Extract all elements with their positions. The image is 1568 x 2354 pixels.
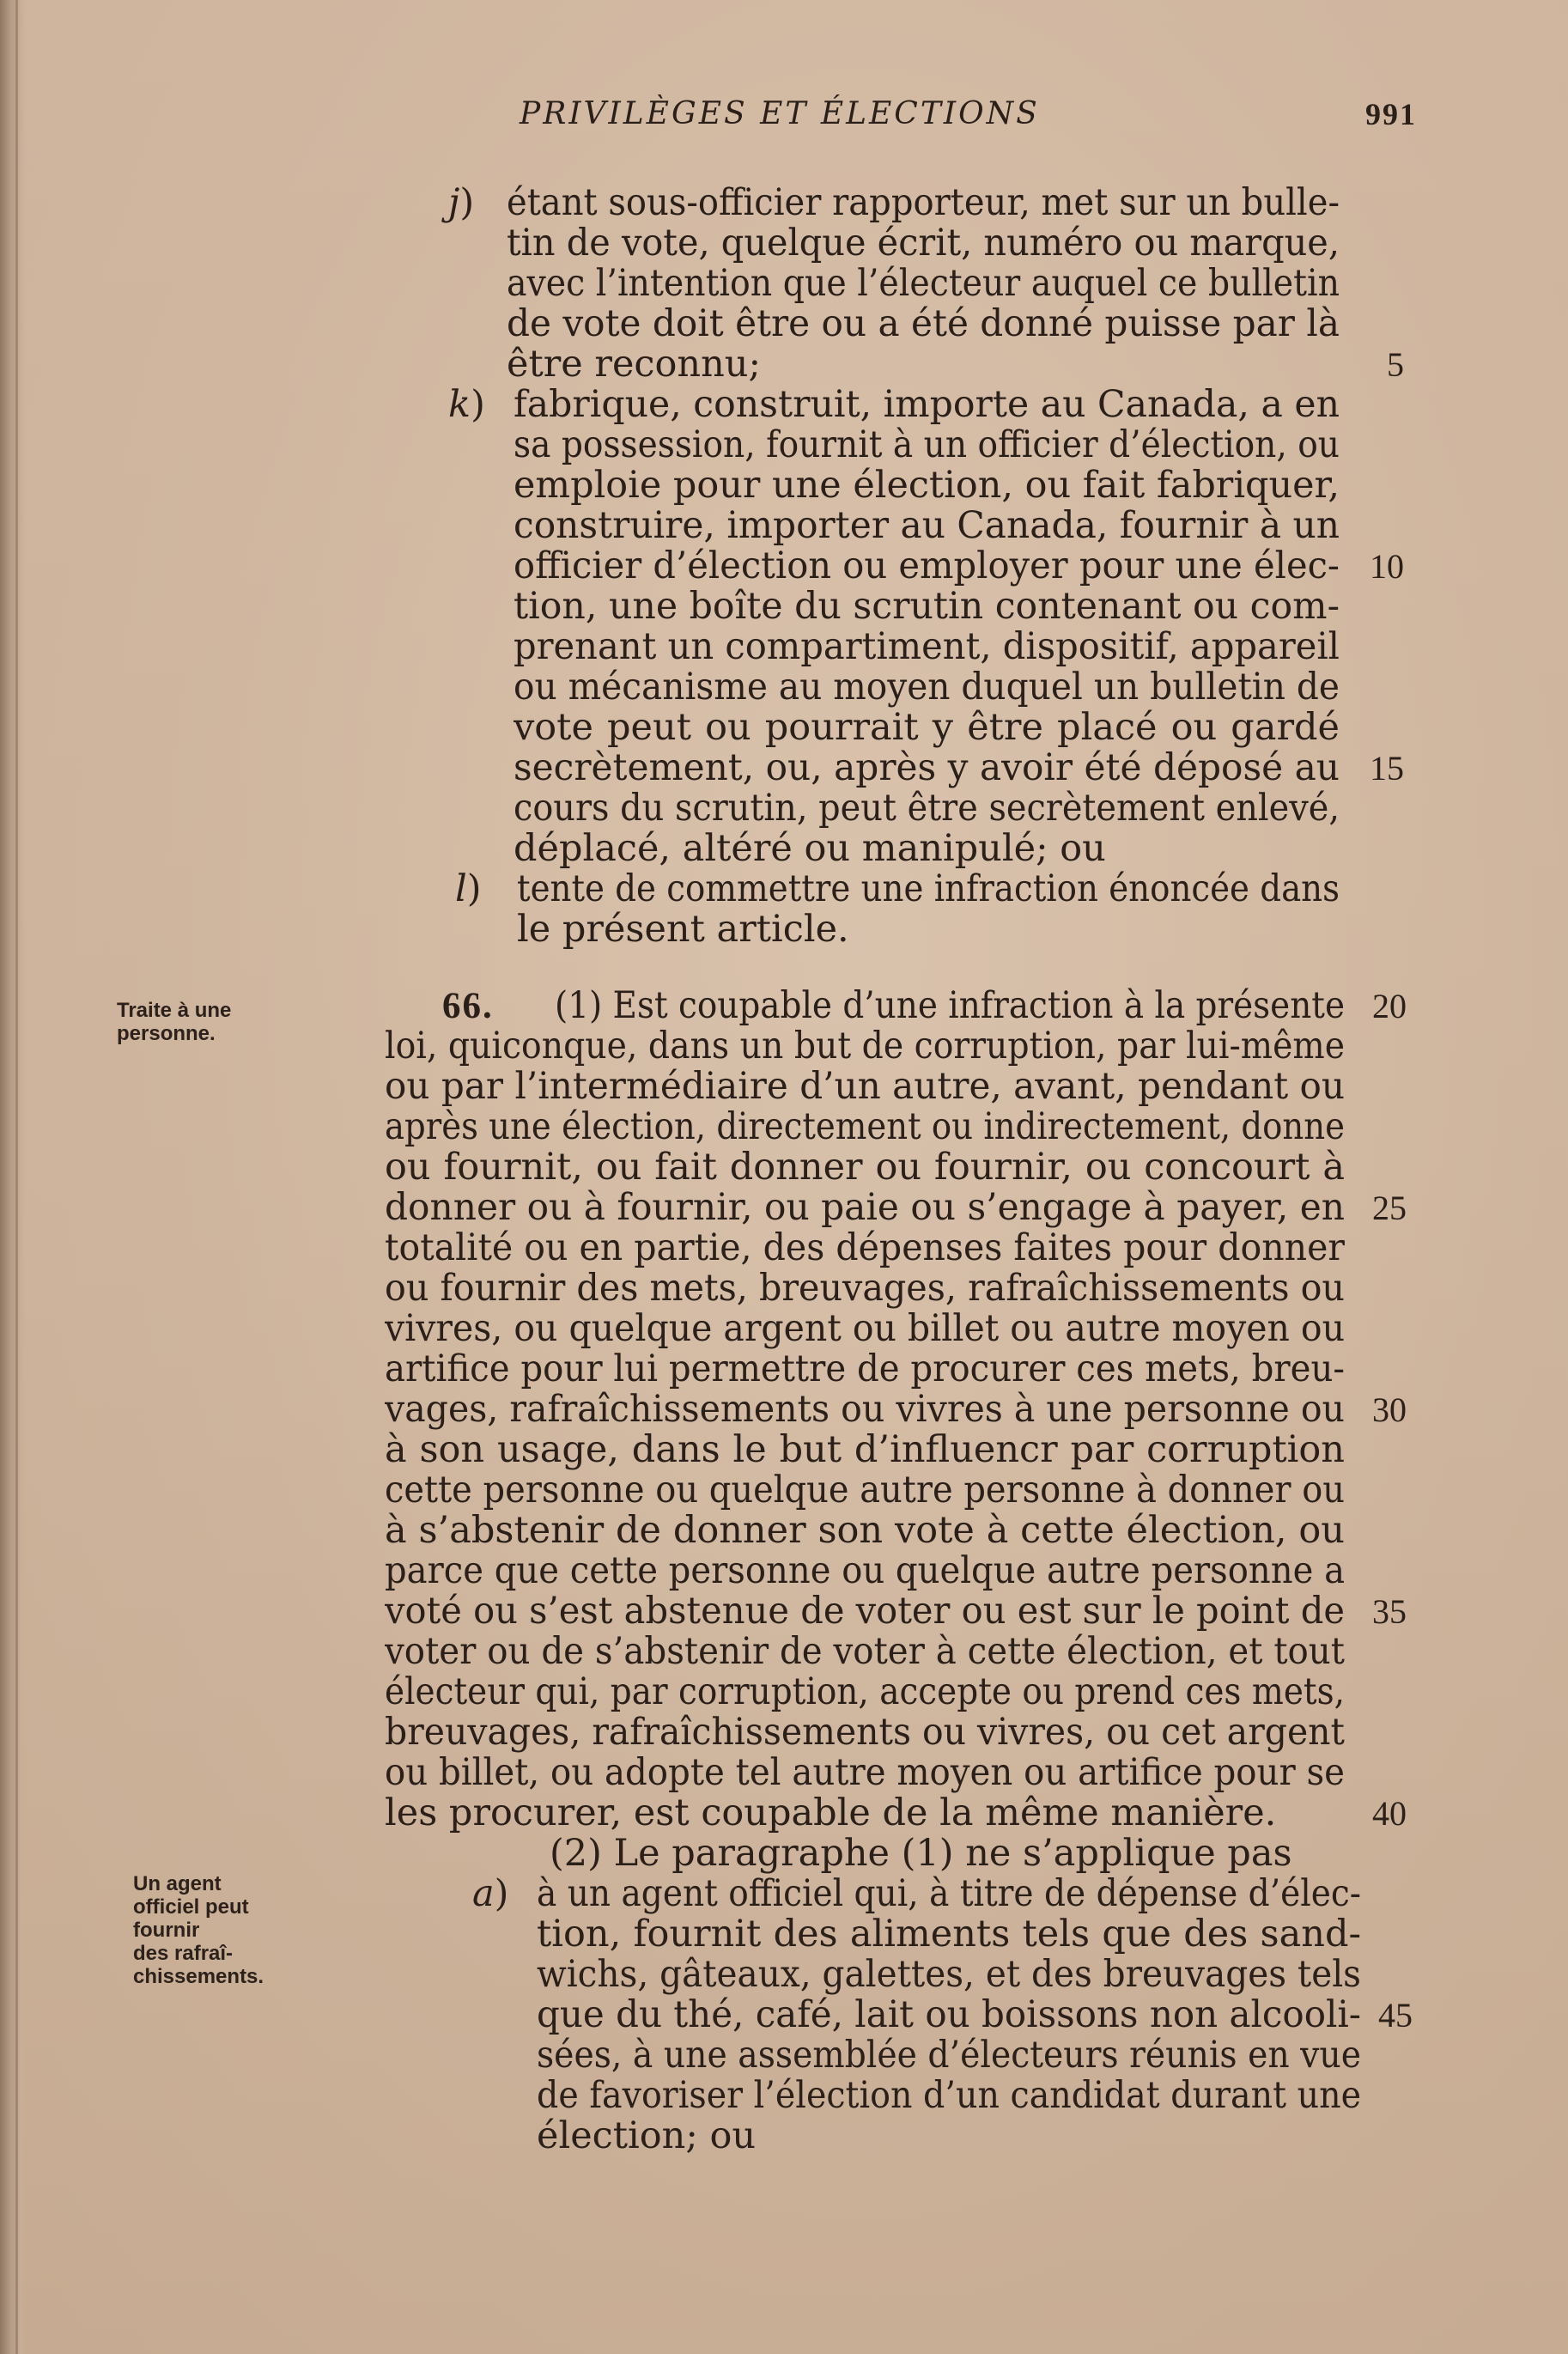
item-marker-j: j)	[448, 181, 475, 224]
margin-note-official-agent: Un agent officiel peut fournir des rafraî- chissements.	[133, 1872, 264, 1988]
line-number: 35	[1372, 1592, 1407, 1631]
text-line: avec l’intention que l’électeur auquel ce bulletin	[507, 264, 1340, 304]
item-marker-l: l)	[455, 867, 482, 910]
text-line: wichs, gâteaux, galettes, et des breuvages tels	[537, 1955, 1361, 1995]
text-line: cette personne ou quelque autre personne à donner ou	[385, 1470, 1345, 1511]
text-line: construire, importer au Canada, fournir à un	[514, 506, 1340, 546]
line-number: 5	[1387, 345, 1404, 384]
text-line: sées, à une assemblée d’électeurs réunis en vue	[537, 2035, 1361, 2076]
line-number: 10	[1370, 547, 1404, 586]
text-line: vivres, ou quelque argent ou billet ou autre moyen ou	[385, 1309, 1345, 1349]
text-line: étant sous-officier rapporteur, met sur un bulle-	[507, 183, 1340, 223]
text-line: les procurer, est coupable de la même manière.	[385, 1791, 1277, 1834]
text-line: ou par l’intermédiaire d’un autre, avant, pendant ou	[385, 1067, 1345, 1107]
text-line: secrètement, ou, après y avoir été déposé au	[514, 748, 1340, 788]
binding-shadow-line	[15, 0, 18, 2354]
section-number: 66.	[442, 986, 494, 1026]
text-line: tion, fournit des aliments tels que des sand-	[537, 1914, 1361, 1955]
text-line: tente de commettre une infraction énoncée dans	[517, 869, 1340, 909]
text-line: que du thé, café, lait ou boissons non alcooli-	[537, 1995, 1361, 2035]
text-line: tion, une boîte du scrutin contenant ou com-	[514, 587, 1340, 627]
line-number: 25	[1372, 1189, 1407, 1227]
line-number: 20	[1372, 987, 1407, 1025]
text-line: électeur qui, par corruption, accepte ou prend ces mets,	[385, 1672, 1345, 1712]
text-line: totalité ou en partie, des dépenses faites pour donner	[385, 1228, 1345, 1268]
text-line: parce que cette personne ou quelque autre personne a	[385, 1551, 1345, 1591]
text-line: ou fournir des mets, breuvages, rafraîchissements ou	[385, 1268, 1345, 1309]
text-line: emploie pour une élection, ou fait fabriquer,	[514, 465, 1340, 506]
text-line: voté ou s’est abstenue de voter ou est sur le point de	[385, 1591, 1345, 1632]
text-line: voter ou de s’abstenir de voter à cette élection, et tout	[385, 1632, 1345, 1672]
page-binding-edge	[0, 0, 26, 2354]
text-line: breuvages, rafraîchissements ou vivres, ou cet argent	[385, 1712, 1345, 1753]
text-line: à s’abstenir de donner son vote à cette élection, ou	[385, 1511, 1345, 1551]
text-line: cours du scrutin, peut être secrètement enlevé,	[514, 788, 1340, 829]
text-line: après une élection, directement ou indirectement, donne	[385, 1107, 1345, 1147]
item-marker-a: a)	[472, 1872, 509, 1915]
text-line: vages, rafraîchissements ou vivres à une personne ou	[385, 1390, 1345, 1430]
text-line: artifice pour lui permettre de procurer ces mets, breu-	[385, 1349, 1345, 1390]
text-line: officier d’élection ou employer pour une élec-	[514, 546, 1340, 587]
text-line: sa possession, fournit à un officier d’élection, ou	[514, 425, 1340, 465]
text-line: vote peut ou pourrait y être placé ou gardé	[514, 708, 1340, 748]
text-line: ou fournit, ou fait donner ou fournir, ou concourt à	[385, 1147, 1345, 1188]
text-line: être reconnu;	[507, 343, 761, 386]
text-line: déplacé, altéré ou manipulé; ou	[514, 827, 1106, 870]
subsection-heading: (2) Le paragraphe (1) ne s’applique pas	[550, 1832, 1292, 1875]
text-line: ou billet, ou adopte tel autre moyen ou artifice pour se	[385, 1753, 1345, 1793]
margin-note-treating: Traite à une personne.	[117, 999, 232, 1045]
text-line: donner ou à fournir, ou paie ou s’engage à payer, en	[385, 1188, 1345, 1228]
text-line: fabrique, construit, importe au Canada, a en	[514, 385, 1340, 425]
text-line: loi, quiconque, dans un but de corruption, par lui-même	[385, 1026, 1345, 1067]
text-line: de favoriser l’élection d’un candidat durant une	[537, 2076, 1361, 2116]
line-number: 40	[1372, 1794, 1407, 1833]
text-line: prenant un compartiment, dispositif, appareil	[514, 627, 1340, 667]
text-line: élection; ou	[537, 2114, 757, 2157]
running-head: PRIVILÈGES ET ÉLECTIONS	[520, 96, 1040, 131]
text-line: (1) Est coupable d’une infraction à la présente	[555, 986, 1345, 1026]
text-line: de vote doit être ou a été donné puisse par là	[507, 304, 1340, 344]
text-line: le présent article.	[517, 908, 849, 951]
text-line: tin de vote, quelque écrit, numéro ou marque,	[507, 223, 1340, 264]
line-number: 45	[1378, 1996, 1413, 2035]
text-line: à un agent officiel qui, à titre de dépense d’élec-	[537, 1874, 1361, 1914]
page-number: 991	[1365, 97, 1417, 131]
line-number: 15	[1370, 749, 1404, 788]
text-line: à son usage, dans le but d’influencr par corruption	[385, 1430, 1345, 1470]
line-number: 30	[1372, 1390, 1407, 1429]
text-line: ou mécanisme au moyen duquel un bulletin de	[514, 667, 1340, 708]
item-marker-k: k)	[448, 383, 485, 426]
